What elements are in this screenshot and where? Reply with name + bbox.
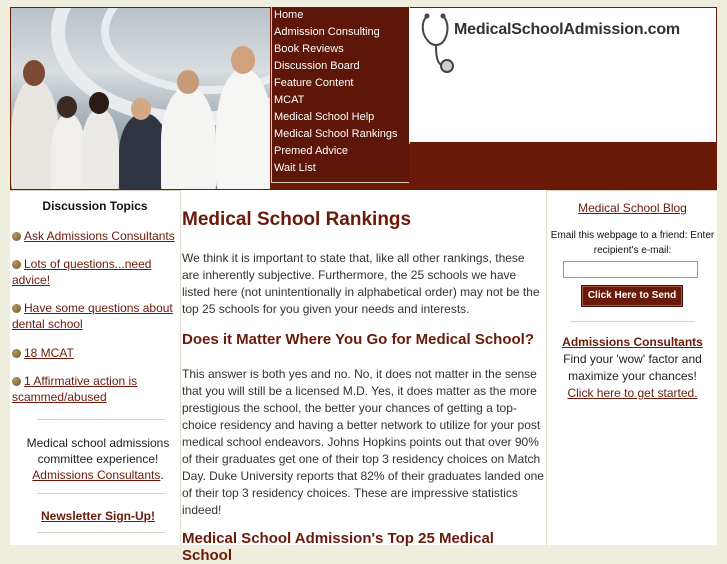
main-nav: [271, 7, 410, 183]
admissions-consultants-promo: Find your 'wow' factor and maximize your chances! Click here to get started.: [563, 352, 702, 400]
send-button[interactable]: Click Here to Send: [581, 285, 683, 307]
bullet-icon: [12, 349, 21, 358]
nav-mcat[interactable]: MCAT: [274, 94, 305, 106]
nav-wait-list[interactable]: Wait List: [274, 162, 316, 174]
page-frame: [10, 7, 717, 564]
main-content: [182, 190, 544, 564]
nav-book-reviews[interactable]: Book Reviews: [274, 43, 344, 55]
header-photo: [11, 8, 270, 189]
divider: [37, 532, 165, 533]
topic-item[interactable]: 1 Affirmative action is scammed/abused: [12, 374, 138, 404]
nav-discussion-board[interactable]: Discussion Board: [274, 60, 360, 72]
header-strip: [409, 144, 716, 189]
bullet-icon: [12, 377, 21, 386]
discussion-topics-heading: Discussion Topics: [42, 199, 148, 213]
divider: [37, 493, 165, 494]
logo[interactable]: [409, 8, 716, 142]
topic-item[interactable]: Ask Admissions Consultants: [12, 228, 180, 244]
blog-link[interactable]: Medical School Blog: [578, 201, 687, 215]
right-sidebar: [546, 190, 718, 546]
email-label: Email this webpage to a friend: Enter recipient's e-mail:: [550, 230, 715, 256]
bullet-icon: [12, 232, 21, 241]
divider: [570, 321, 695, 322]
logo-text: MedicalSchoolAdmission.com: [454, 21, 680, 38]
nav-medical-school-help[interactable]: Medical School Help: [274, 111, 375, 123]
bullet-icon: [12, 304, 21, 313]
topic-item[interactable]: 18 MCAT: [12, 345, 180, 361]
section-heading-2: Medical School Admission's Top 25 Medical School: [182, 530, 494, 564]
nav-home[interactable]: Home: [274, 9, 304, 21]
get-started-link[interactable]: Click here to get started.: [567, 386, 698, 400]
nav-feature-content[interactable]: Feature Content: [274, 77, 354, 89]
topic-item[interactable]: Lots of questions...need advice!: [12, 257, 152, 287]
nav-medical-school-rankings[interactable]: Medical School Rankings: [274, 128, 398, 140]
nav-premed-advice[interactable]: Premed Advice: [274, 145, 348, 157]
nav-admission-consulting[interactable]: Admission Consulting: [274, 26, 380, 38]
left-sidebar: [10, 190, 181, 546]
header: [10, 7, 717, 190]
section-heading-1: Does it Matter Where You Go for Medical School?: [182, 331, 534, 348]
bullet-icon: [12, 260, 21, 269]
recipient-email-input[interactable]: [563, 261, 698, 278]
topic-item[interactable]: Have some questions about dental school: [12, 301, 173, 331]
admissions-consultants-heading[interactable]: Admissions Consultants: [562, 335, 703, 349]
committee-note: Medical school admissions committee experience! Admissions Consultants.: [26, 436, 170, 482]
admissions-consultants-link[interactable]: Admissions Consultants: [32, 468, 161, 482]
divider: [37, 419, 165, 420]
page-title: Medical School Rankings: [182, 209, 412, 230]
intro-paragraph: We think it is important to state that, like all other rankings, these are inherently subjective. Furthermore, the 25 schools we have listed here (not unintentionally in alphabetical order) may not be the top 25 schools for you given your needs and interests.: [182, 251, 540, 316]
stethoscope-icon: [419, 12, 455, 74]
newsletter-signup-link[interactable]: Newsletter Sign-Up!: [40, 509, 155, 523]
section-paragraph-1: This answer is both yes and no. No, it does not matter in the sense that you will still be a licensed M.D. Yes, it does matter as the more prestigious the school, the better your chances of getting a top-choice residency and having a better network to utilize for your post medical school endeavors. Johns Hopkins points out that over 90% of their graduates get one of their top 3 residency choices on Match Day. Duke University reports that 82% of their graduates landed one of their top 3 residency choices. These are impressive statistics indeed!: [182, 367, 544, 517]
